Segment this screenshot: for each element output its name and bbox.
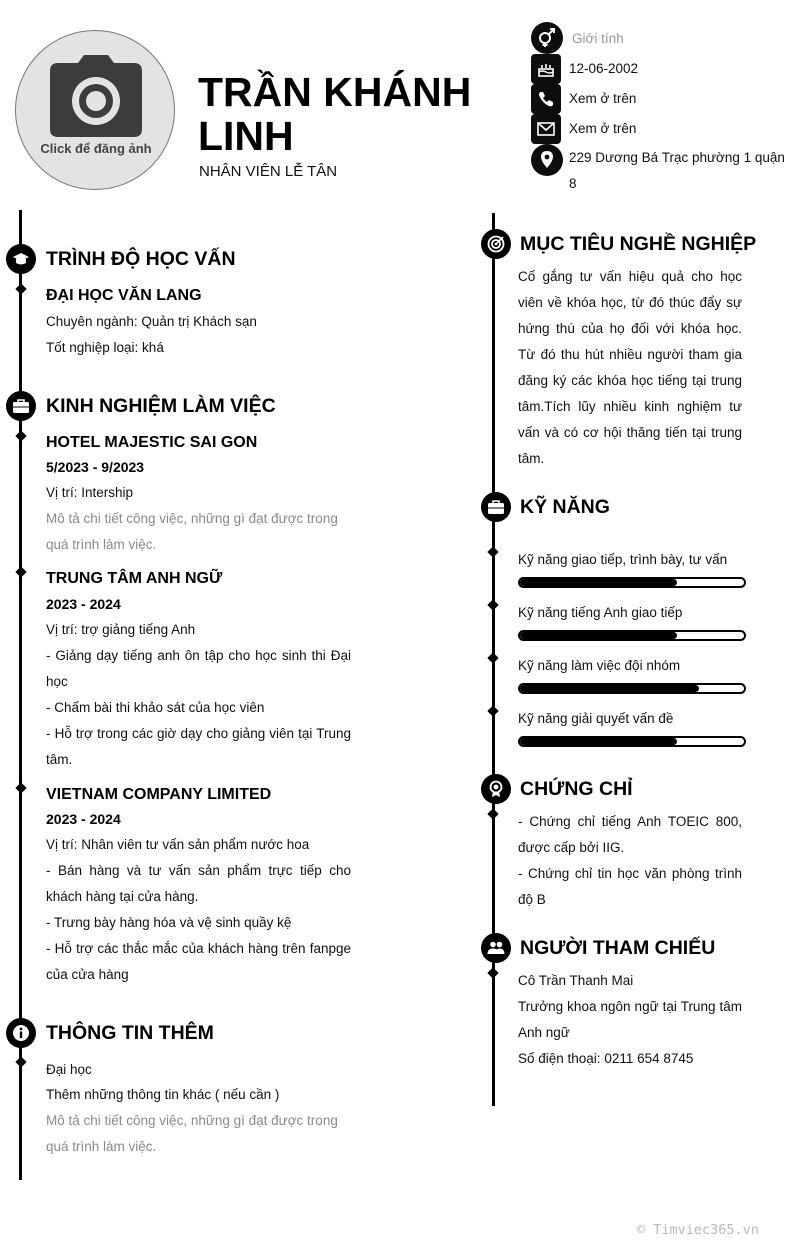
email-icon <box>531 114 561 144</box>
objective-heading: MỤC TIÊU NGHỀ NGHIỆP <box>520 233 757 255</box>
timeline-dot <box>487 808 498 819</box>
skill-bar <box>518 630 746 641</box>
job-detail: - Trưng bày hàng hóa và vệ sinh quầy kệ <box>46 915 292 930</box>
skill-label: Kỹ năng giao tiếp, trình bày, tư vấn <box>518 552 728 567</box>
briefcase-icon <box>481 492 511 522</box>
contact-address <box>531 144 793 196</box>
gender-value: Giới tính <box>572 31 624 46</box>
education-major: Chuyên ngành: Quản trị Khách sạn <box>46 314 257 329</box>
job-detail: - Hỗ trợ trong các giờ dạy cho giảng viên tại Trung tâm. <box>46 726 351 767</box>
skill-bar <box>518 683 746 694</box>
skills-heading: KỸ NĂNG <box>520 496 610 518</box>
job-position: Vị trí: Nhân viên tư vấn sản phẩm nước hoa <box>46 837 310 852</box>
job-company: VIETNAM COMPANY LIMITED <box>46 786 272 803</box>
contact-gender <box>531 22 793 54</box>
skill-bar-fill <box>520 738 677 745</box>
timeline-dot <box>15 566 26 577</box>
graduation-cap-icon <box>6 244 36 274</box>
timeline-dot <box>15 430 26 441</box>
contact-email <box>531 114 793 144</box>
skill-label: Kỹ năng tiếng Anh giao tiếp <box>518 605 683 620</box>
skill-bar-fill <box>520 685 699 692</box>
additional-line: Thêm những thông tin khác ( nếu cần ) <box>46 1087 280 1102</box>
skill-bar-fill <box>520 632 677 639</box>
job-company: TRUNG TÂM ANH NGỮ <box>46 570 223 587</box>
award-icon <box>481 774 511 804</box>
additional-heading: THÔNG TIN THÊM <box>46 1022 214 1044</box>
skill-label: Kỹ năng làm việc đội nhóm <box>518 658 681 673</box>
additional-line: Mô tả chi tiết công việc, những gì đạt được trong quá trình làm việc. <box>46 1113 338 1154</box>
certificate-item: - Chứng chỉ tiếng Anh TOEIC 800, được cấp bởi IIG. <box>518 814 742 855</box>
job-detail: - Hỗ trợ các thắc mắc của khách hàng trên fanpge của cửa hàng <box>46 941 351 982</box>
objective-text: Cố gắng tư vấn hiệu quả cho học viên về khóa học, từ đó thúc đẩy sự hứng thú của họ đối với khóa học. Từ đó thu hút nhiều người tham gia đăng ký các khóa học tiếng tại trung tâm.Tích lũy nhiều kinh nghiệm tư vấn và có cơ hội thăng tiến tại trung tâm. <box>518 269 742 466</box>
timeline-dot <box>487 599 498 610</box>
references-heading: NGƯỜI THAM CHIẾU <box>520 937 716 959</box>
job-position: Vị trí: Intership <box>46 485 134 500</box>
education-grade: Tốt nghiệp loại: khá <box>46 340 164 355</box>
watermark: © Timviec365.vn <box>637 1222 759 1238</box>
candidate-job-title: NHÂN VIÊN LỄ TÂN <box>199 163 338 180</box>
gender-icon <box>531 22 563 54</box>
address-value: 229 Dương Bá Trạc phường 1 quận 8 <box>569 150 785 191</box>
education-heading: TRÌNH ĐỘ HỌC VẤN <box>46 248 236 270</box>
job-date: 2023 - 2024 <box>46 811 121 827</box>
contact-phone <box>531 84 793 114</box>
job-date: 2023 - 2024 <box>46 596 121 612</box>
candidate-name: TRẦN KHÁNH LINH <box>198 69 472 159</box>
timeline-dot <box>15 1056 26 1067</box>
job-position: Vị trí: trợ giảng tiếng Anh <box>46 622 196 637</box>
location-pin-icon <box>531 144 563 176</box>
target-icon <box>481 229 511 259</box>
additional-line: Đại học <box>46 1062 92 1077</box>
certificate-item: - Chứng chỉ tin học văn phòng trình độ B <box>518 866 742 907</box>
reference-role: Trưởng khoa ngôn ngữ tại Trung tâm Anh ngữ <box>518 999 742 1040</box>
timeline-dot <box>487 967 498 978</box>
phone-icon <box>531 84 561 114</box>
reference-phone: Số điện thoại: 0211 654 8745 <box>518 1051 694 1066</box>
skill-bar <box>518 736 746 747</box>
timeline-dot <box>15 283 26 294</box>
timeline-dot <box>487 705 498 716</box>
email-value: Xem ở trên <box>569 121 637 136</box>
birthday-cake-icon <box>531 54 561 84</box>
job-detail: - Giảng dạy tiếng anh ôn tập cho học sinh thi Đại học <box>46 648 351 689</box>
experience-heading: KINH NGHIỆM LÀM VIỆC <box>46 395 276 417</box>
avatar-upload[interactable] <box>15 30 175 190</box>
birthday-value: 12-06-2002 <box>569 61 639 76</box>
skill-bar-fill <box>520 579 677 586</box>
reference-name: Cô Trần Thanh Mai <box>518 973 634 988</box>
skill-label: Kỹ năng giải quyết vấn đề <box>518 711 674 726</box>
education-school: ĐẠI HỌC VĂN LANG <box>46 287 202 304</box>
people-icon <box>481 933 511 963</box>
timeline-dot <box>15 782 26 793</box>
job-date: 5/2023 - 9/2023 <box>46 459 145 475</box>
info-icon <box>6 1018 36 1048</box>
phone-value: Xem ở trên <box>569 91 637 106</box>
camera-icon <box>48 53 144 139</box>
job-detail: - Bán hàng và tư vấn sản phẩm trực tiếp cho khách hàng tại cửa hàng. <box>46 863 351 904</box>
timeline-dot <box>487 652 498 663</box>
job-detail: Mô tả chi tiết công việc, những gì đạt được trong quá trình làm việc. <box>46 511 338 552</box>
timeline-dot <box>487 546 498 557</box>
job-company: HOTEL MAJESTIC SAI GON <box>46 434 258 451</box>
briefcase-icon <box>6 391 36 421</box>
contact-birthday <box>531 54 793 84</box>
certificates-heading: CHỨNG CHỈ <box>520 778 633 800</box>
avatar-caption: Click để đăng ảnh <box>40 141 152 156</box>
job-detail: - Chấm bài thi khảo sát của học viên <box>46 700 265 715</box>
skill-bar <box>518 577 746 588</box>
